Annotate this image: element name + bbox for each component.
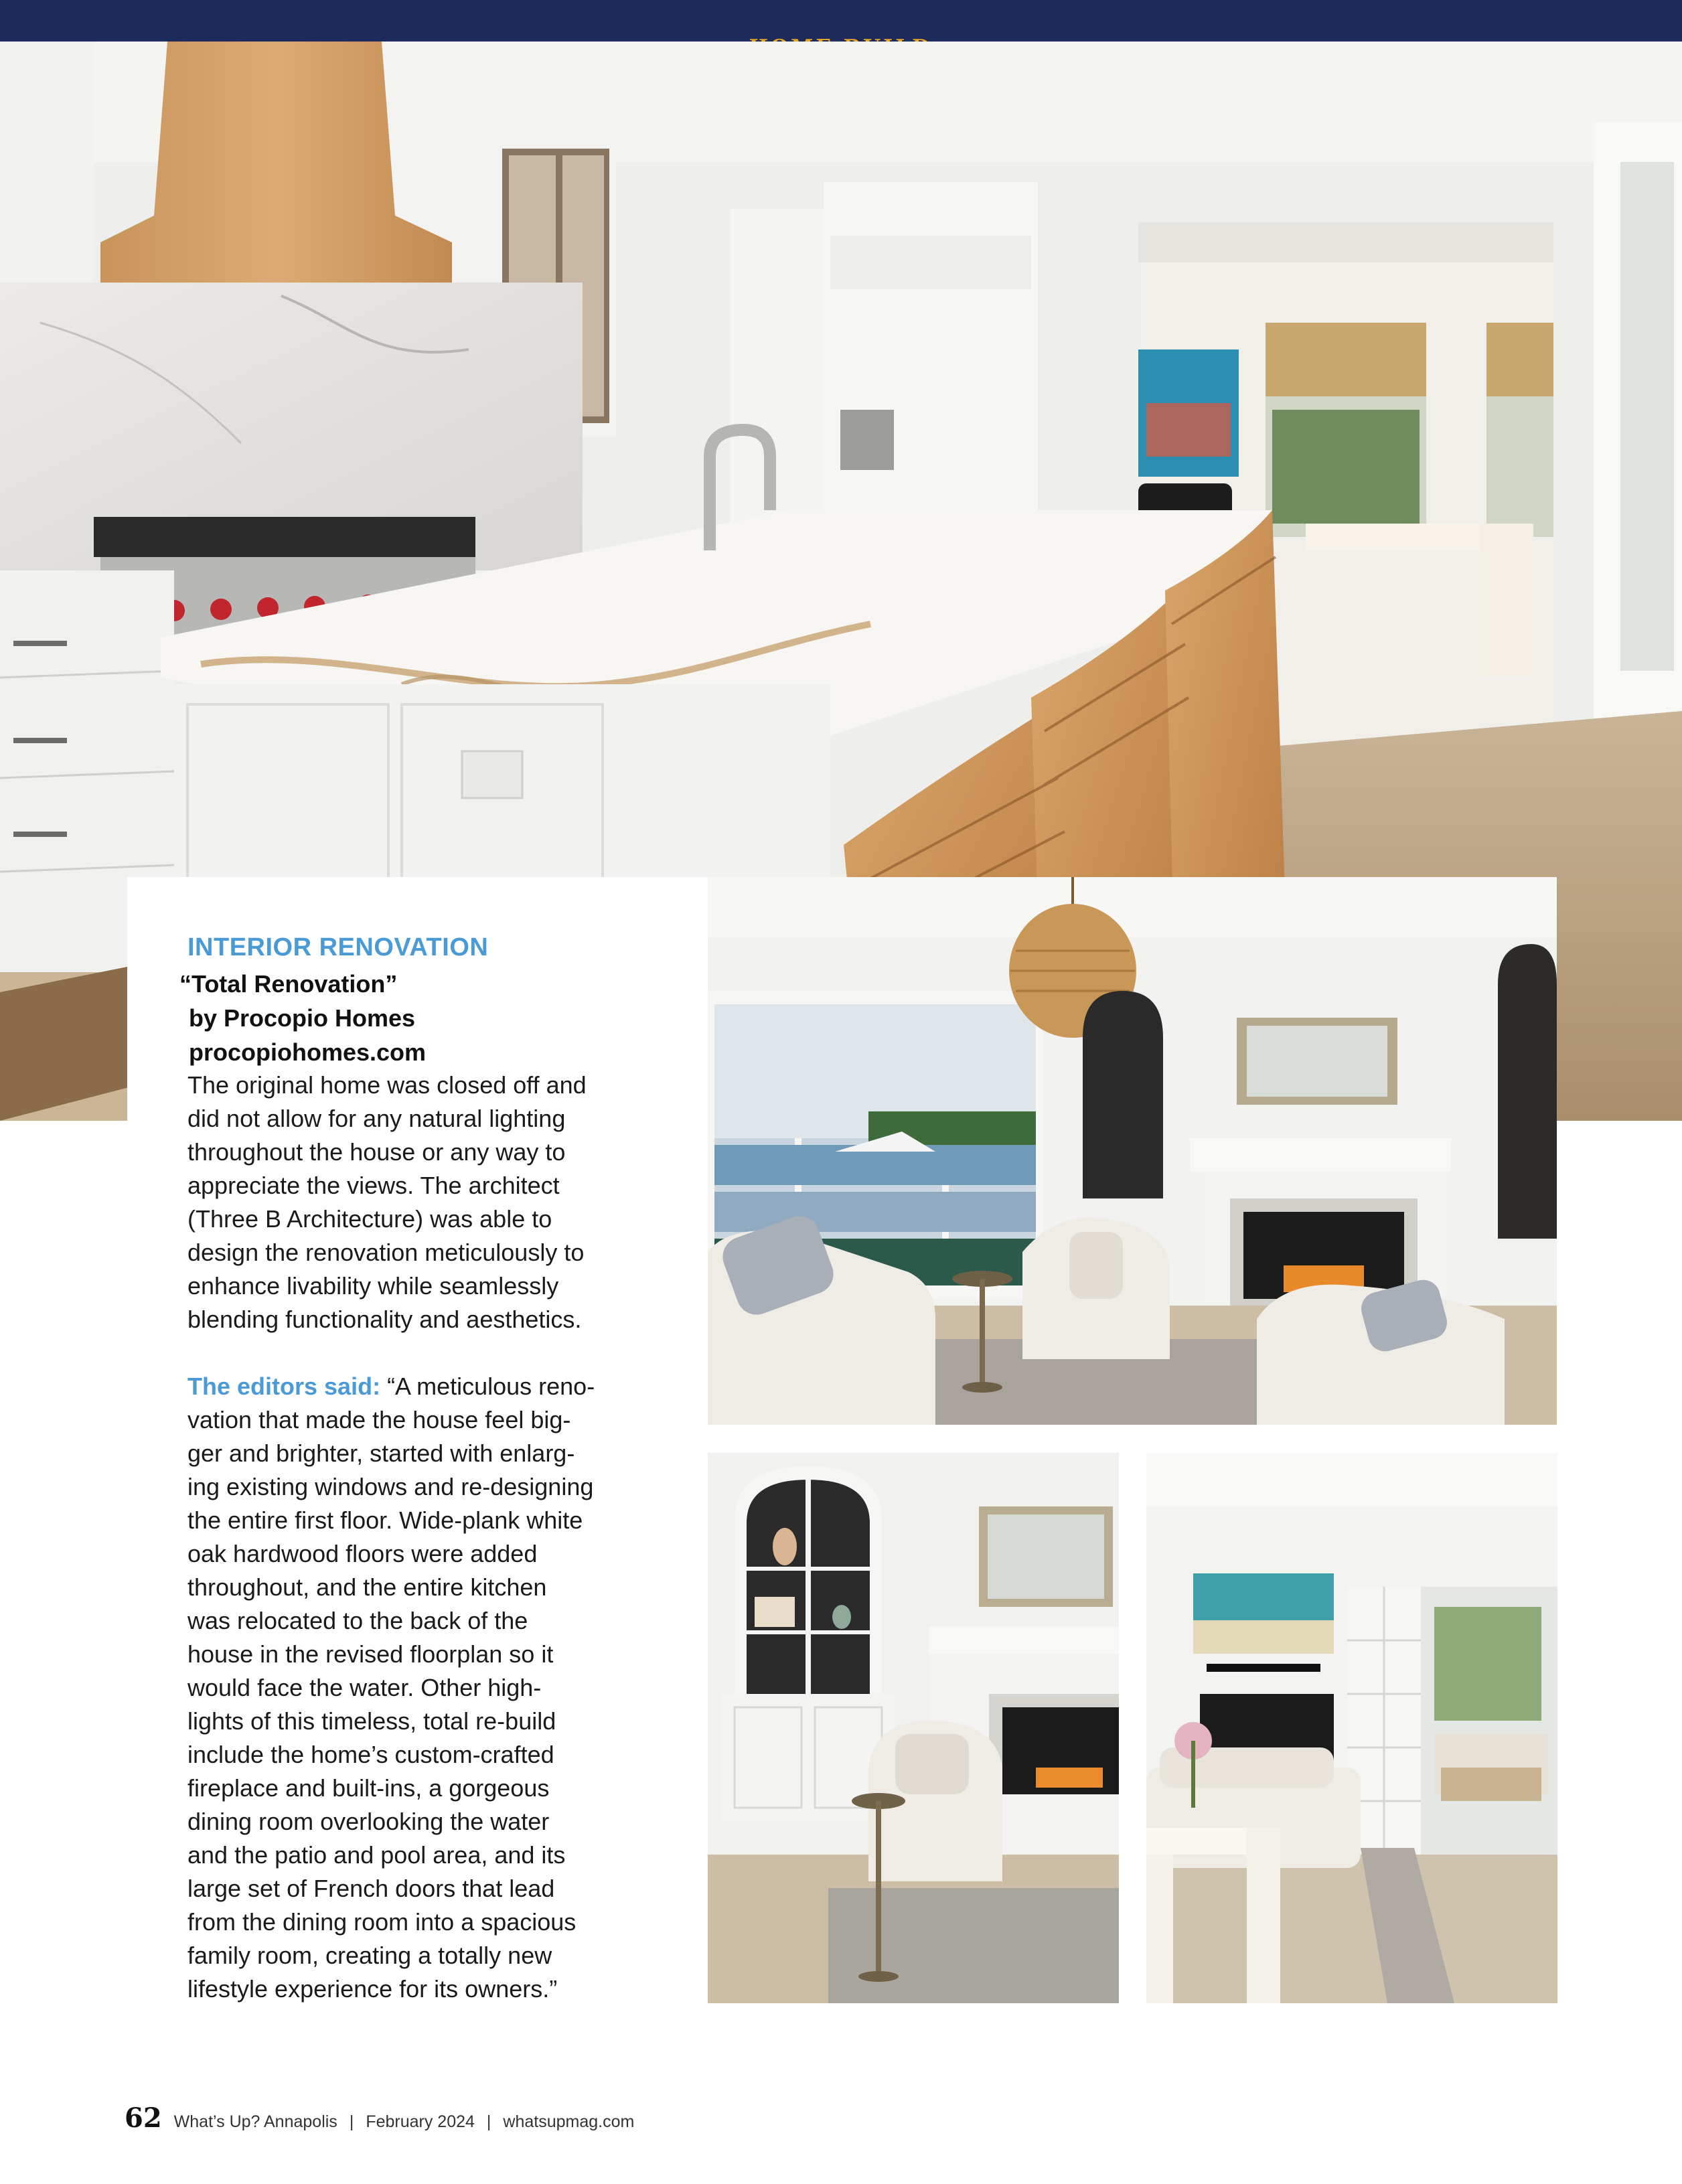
quote-line: throughout, and the entire kitchen — [187, 1573, 547, 1601]
quote-line: ing existing windows and re-designing — [187, 1473, 594, 1500]
body-line: appreciate the views. The architect — [187, 1172, 560, 1199]
quote-line: and the patio and pool area, and its — [187, 1841, 566, 1869]
fireplace-nook-photo — [708, 1453, 1119, 2003]
page-footer — [125, 2102, 634, 2134]
article-credits — [179, 967, 426, 1069]
footer-site: whatsupmag.com — [503, 2112, 635, 2131]
editors-quote-start: “A meticulous reno- — [380, 1373, 595, 1400]
quote-line: the entire first floor. Wide-plank white — [187, 1506, 583, 1534]
living-room-photo — [708, 877, 1557, 1425]
body-line: blending functionality and aesthetics. — [187, 1306, 582, 1333]
quote-line: was relocated to the back of the — [187, 1607, 528, 1634]
page-number: 62 — [125, 2102, 162, 2134]
editors-quote-first-line — [187, 1370, 670, 1403]
body-line: enhance livability while seamlessly — [187, 1272, 559, 1300]
quote-line: from the dining room into a spacious — [187, 1908, 577, 1936]
quote-line: oak hardwood floors were added — [187, 1540, 538, 1567]
footer-issue: February 2024 — [366, 2112, 475, 2131]
quote-line: lights of this timeless, total re-build — [187, 1707, 556, 1735]
quote-line: lifestyle experience for its owners.” — [187, 1975, 558, 2003]
quote-line: include the home’s custom-crafted — [187, 1741, 554, 1768]
quote-line: large set of French doors that lead — [187, 1875, 555, 1902]
quote-line: dining room overlooking the water — [187, 1808, 550, 1835]
quote-line: family room, creating a totally new — [187, 1942, 552, 1969]
editors-label: The editors said: — [187, 1373, 381, 1400]
body-line: did not allow for any natural lighting — [187, 1105, 566, 1132]
body-line: design the renovation meticulously to — [187, 1239, 585, 1266]
article-website: procopiohomes.com — [189, 1038, 427, 1066]
quote-line: house in the revised floorplan so it — [187, 1640, 554, 1668]
quote-line: ger and brighter, started with enlarg- — [187, 1439, 575, 1467]
article-category: INTERIOR RENOVATION — [187, 933, 489, 961]
paragraph-gap — [187, 1336, 670, 1370]
quote-line: fireplace and built-ins, a gorgeous — [187, 1774, 550, 1802]
body-line: The original home was closed off and — [187, 1071, 587, 1099]
quote-line: vation that made the house feel big- — [187, 1406, 571, 1433]
body-line: throughout the house or any way to — [187, 1138, 566, 1166]
article-byline: by Procopio Homes — [189, 1004, 416, 1032]
article-title: “Total Renovation” — [179, 970, 398, 998]
footer-magazine: What’s Up? Annapolis — [173, 2112, 337, 2131]
footer-separator: | — [486, 2112, 491, 2131]
quote-line: would face the water. Other high- — [187, 1674, 542, 1701]
body-line: (Three B Architecture) was able to — [187, 1205, 552, 1233]
article-body — [187, 1069, 670, 2006]
family-room-photo — [1146, 1453, 1557, 2003]
footer-separator: | — [349, 2112, 354, 2131]
